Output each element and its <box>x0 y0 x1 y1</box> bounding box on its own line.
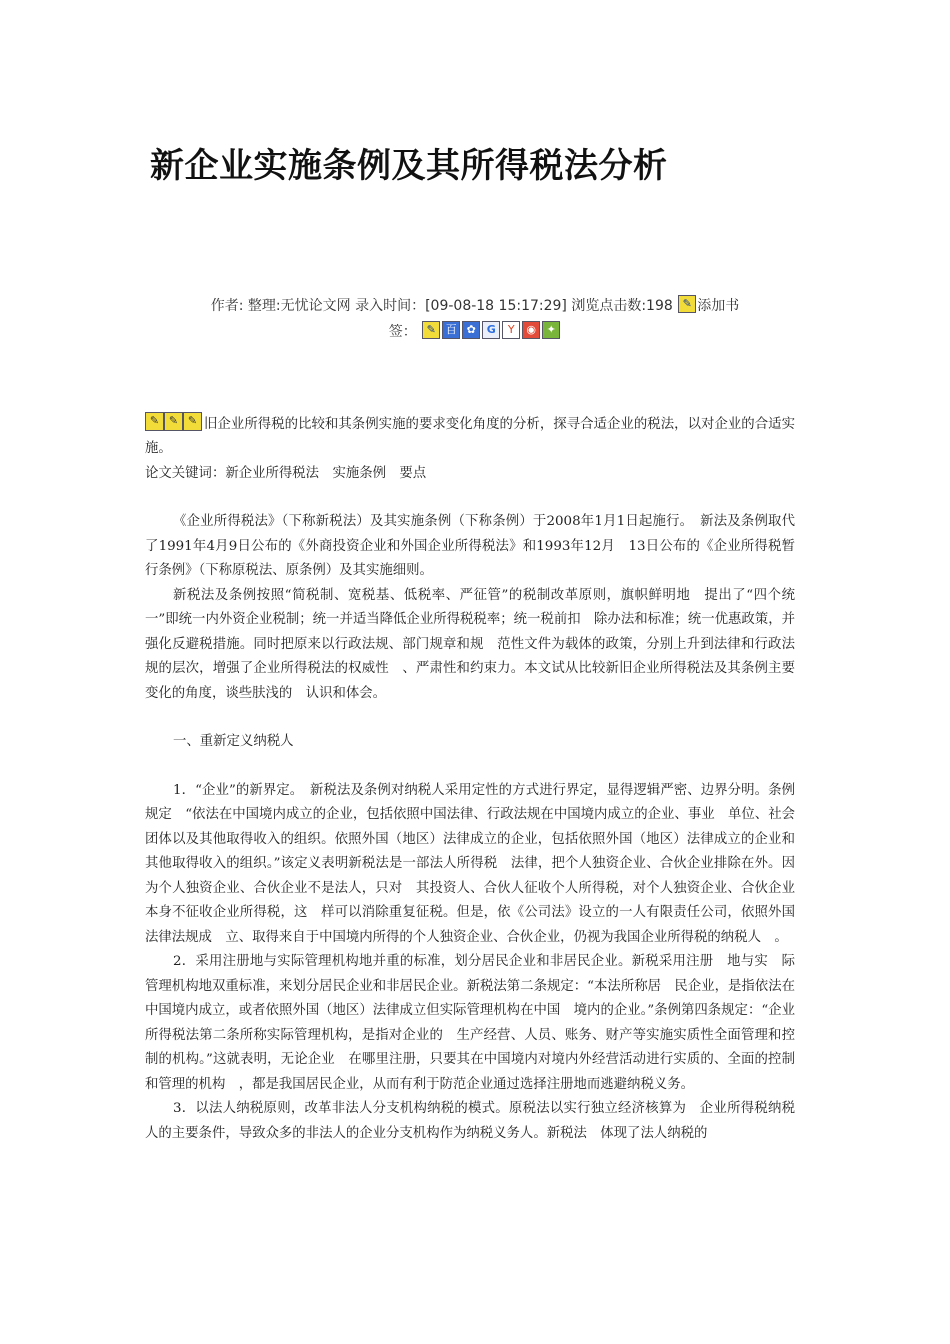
paragraph-1: 《企业所得税法》（下称新税法）及其实施条例（下称条例）于2008年1月1日起施行。 新法及条例取代了1991年4月9日公布的《外商投资企业和外国企业所得税法》和1993年12月 13日公布的《企业所得税暂行条例》（下称原税法、原条例）及其实施细则。 <box>145 514 795 579</box>
meta-line-2 <box>145 319 805 345</box>
google-icon[interactable]: G <box>482 321 500 339</box>
bookmark-icon[interactable]: ✎ <box>678 295 696 313</box>
keywords: 论文关键词：新企业所得税法 实施条例 要点 <box>145 465 427 481</box>
pencil-icon: ✎ <box>183 412 202 431</box>
baidu-icon[interactable]: 百 <box>442 321 460 339</box>
article-body <box>145 412 795 1146</box>
abstract <box>145 412 795 462</box>
pencil-icon: ✎ <box>164 412 183 431</box>
windows-live-icon[interactable]: ✦ <box>542 321 560 339</box>
article-meta <box>145 293 805 345</box>
qq-icon[interactable]: ✿ <box>462 321 480 339</box>
item-1: 1．“企业”的新界定。 新税法及条例对纳税人采用定性的方式进行界定，显得逻辑严密、边界分明。条例规定 “依法在中国境内成立的企业，包括依照中国法律、行政法规在中国境内成立的企业、事业 单位、社会团体以及其他取得收入的组织。依照外国（地区）法律成立的企业，包括依照外国（地区）法律成立的企业和其他取得收入的组织。”该定义表明新税法是一部法人所得税 法律，把个人独资企业、合伙企业排除在外。因为个人独资企业、合伙企业不是法人，只对 其投资人、合伙人征收个人所得税，对个人独资企业、合伙企业本身不征收企业所得税，这 样可以消除重复征税。但是，依《公司法》设立的一人有限责任公司，依照外国法律法规成 立、取得来自于中国境内所得的个人独资企业、合伙企业，仍视为我国企业所得税的纳税人 。 <box>145 782 795 945</box>
article-title: 新企业实施条例及其所得税法分析 <box>150 146 668 186</box>
section-heading-1: 一、重新定义纳税人 <box>173 734 294 750</box>
bookmark-label: 签： <box>388 324 417 340</box>
paragraph-2: 新税法及条例按照“简税制、宽税基、低税率、严征管”的税制改革原则，旗帜鲜明地 提出了“四个统一”即统一内外资企业税制；统一并适当降低企业所得税税率；统一税前扣 除办法和标准；统一优惠政策，并强化反避税措施。同时把原来以行政法规、部门规章和规 范性文件为载体的政策，分别上升到法律和行政法规的层次，增强了企业所得税法的权威性 、严肃性和约束力。本文试从比较新旧企业所得税法及其条例主要变化的角度，谈些肤浅的 认识和体会。 <box>145 587 795 701</box>
pencil-icon: ✎ <box>145 412 164 431</box>
item-3: 3．以法人纳税原则，改革非法人分支机构纳税的模式。原税法以实行独立经济核算为 企业所得税纳税人的主要条件，导致众多的非法人的企业分支机构作为纳税义务人。新税法 体现了法人纳税的 <box>145 1101 795 1141</box>
abstract-text: 旧企业所得税的比较和其条例实施的要求变化角度的分析，探寻合适企业的税法，以对企业的合适实施。 <box>145 416 795 457</box>
decorative-icons <box>145 412 202 437</box>
sina-icon[interactable]: ◉ <box>522 321 540 339</box>
item-2: 2．采用注册地与实际管理机构地并重的标准，划分居民企业和非居民企业。新税采用注册 地与实 际管理机构地双重标准，来划分居民企业和非居民企业。新税法第二条规定：“本法所称居 民企业，是指依法在中国境内成立，或者依照外国（地区）法律成立但实际管理机构在中国 境内的企业。”条例第四条规定：“企业所得税法第二条所称实际管理机构，是指对企业的 生产经营、人员、账务、财产等实施实质性全面管理和控制的机构。”这就表明，无论企业 在哪里注册，只要其在中国境内对境内外经营活动进行实质的、全面的控制和管理的机构 ，都是我国居民企业，从而有利于防范企业通过选择注册地而逃避纳税义务。 <box>145 954 795 1092</box>
meta-info: 作者: 整理:无忧论文网 录入时间：[09-08-18 15:17:29] 浏览点击数:198 <box>210 298 673 314</box>
bookmark-icon[interactable]: ✎ <box>422 321 440 339</box>
meta-line-1 <box>145 293 805 319</box>
yahoo-icon[interactable]: Y <box>502 321 520 339</box>
add-bookmark-label: 添加书 <box>697 298 740 314</box>
